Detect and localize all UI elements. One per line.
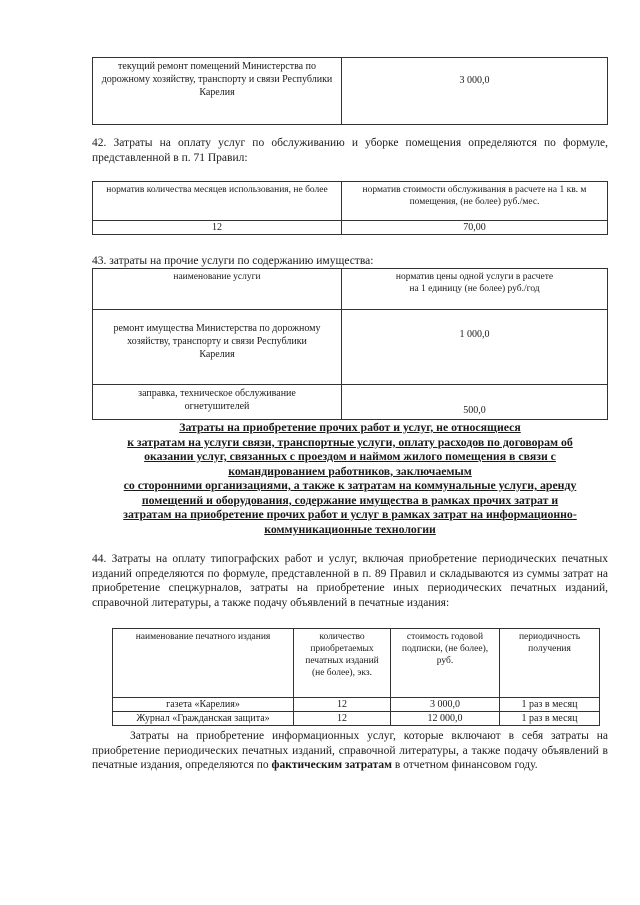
table-43 [92,268,608,420]
table-cell: 3 000,0 [391,698,500,712]
table-cell: 1 раз в месяц [500,712,600,726]
heading-line: оказании услуг, связанных с проездом и наймом жилого помещения в связи с [144,449,556,463]
heading-line: к затратам на услуги связи, транспортные услуги, оплату расходов по договорам об [127,434,573,449]
table-header-cell: норматив количества месяцев использования, не более [93,182,342,221]
table-header-row [93,269,608,310]
table-header-cell: количество приобретаемых печатных изданий (не более), экз. [294,629,391,698]
table-top [92,57,608,125]
heading-line: коммуникационные технологии [264,521,436,536]
table-cell: текущий ремонт помещений Министерства по дорожному хозяйству, транспорту и связи Республики Карелия [93,58,342,125]
table-cell: газета «Карелия» [113,698,294,712]
table-cell: 70,00 [342,221,608,235]
table-cell: заправка, техническое обслуживание огнетушителей [93,385,342,420]
section-42-text: 42. Затраты на оплату услуг по обслуживанию и уборке помещения определяются по формуле, представленной в п. 71 Правил: [92,137,608,164]
heading-line: командированием работников, заключаемым [228,463,472,478]
final-text-before: Затраты на приобретение информационных услуг, которые включают в себя затраты на приобретение периодических печатных изданий, справочной литературы, а также подачу объявлений в печатные издания, определяются по [92,730,608,771]
heading-line: со сторонними организациями, а также к затратам на коммунальные услуги, аренду [123,478,577,492]
table-header-cell: норматив стоимости обслуживания в расчете на 1 кв. м помещения, (не более) руб./мес. [342,182,608,221]
heading-line: затратам на приобретение прочих работ и услуг в рамках затрат на информационно- [123,507,577,521]
heading-line: Затраты на приобретение прочих работ и услуг, не относящиеся [179,420,521,434]
table-header-cell: норматив цены одной услуги в расчете на 1 единицу (не более) руб./год [342,269,608,310]
section-43-text: 43. затраты на прочие услуги по содержанию имущества: [92,255,374,267]
table-header-cell: наименование печатного издания [113,629,294,698]
final-text-after: в отчетном финансовом году. [392,759,538,771]
table-header-cell: стоимость годовой подписки, (не более), руб. [391,629,500,698]
final-text-bold: фактическим затратам [271,759,392,771]
table-42 [92,181,608,235]
section-44-text: 44. Затраты на оплату типографских работ и услуг, включая приобретение периодических печатных изданий определяются по формуле, представленной в п. 89 Правил и складываются из суммы затрат на приобретение спецжурналов, затраты на приобретение иных периодических печатных изданий, справочной литературы, а также подачу объявлений в печатные издания: [92,553,608,609]
table-cell: 12 [294,712,391,726]
table-cell: 1 000,0 [342,310,608,385]
final-paragraph [92,729,608,773]
table-row [93,310,608,385]
table-row [93,221,608,235]
section-heading [92,420,608,536]
table-cell: ремонт имущества Министерства по дорожному хозяйству, транспорту и связи Республики Карелия [93,310,342,385]
table-cell: 12 [93,221,342,235]
table-row [113,698,600,712]
table-cell: 3 000,0 [342,58,608,125]
table-cell: 500,0 [342,385,608,420]
table-header-row [93,182,608,221]
table-cell: 12 [294,698,391,712]
table-header-cell: периодичность получения [500,629,600,698]
table-row [93,385,608,420]
table-cell: 12 000,0 [391,712,500,726]
table-header-row [113,629,600,698]
table-row [93,58,608,125]
heading-line: помещений и оборудования, содержание имущества в рамках прочих затрат и [141,492,559,507]
table-cell: 1 раз в месяц [500,698,600,712]
table-header-cell: наименование услуги [93,269,342,310]
table-44 [112,628,600,726]
table-row [113,712,600,726]
table-cell: Журнал «Гражданская защита» [113,712,294,726]
